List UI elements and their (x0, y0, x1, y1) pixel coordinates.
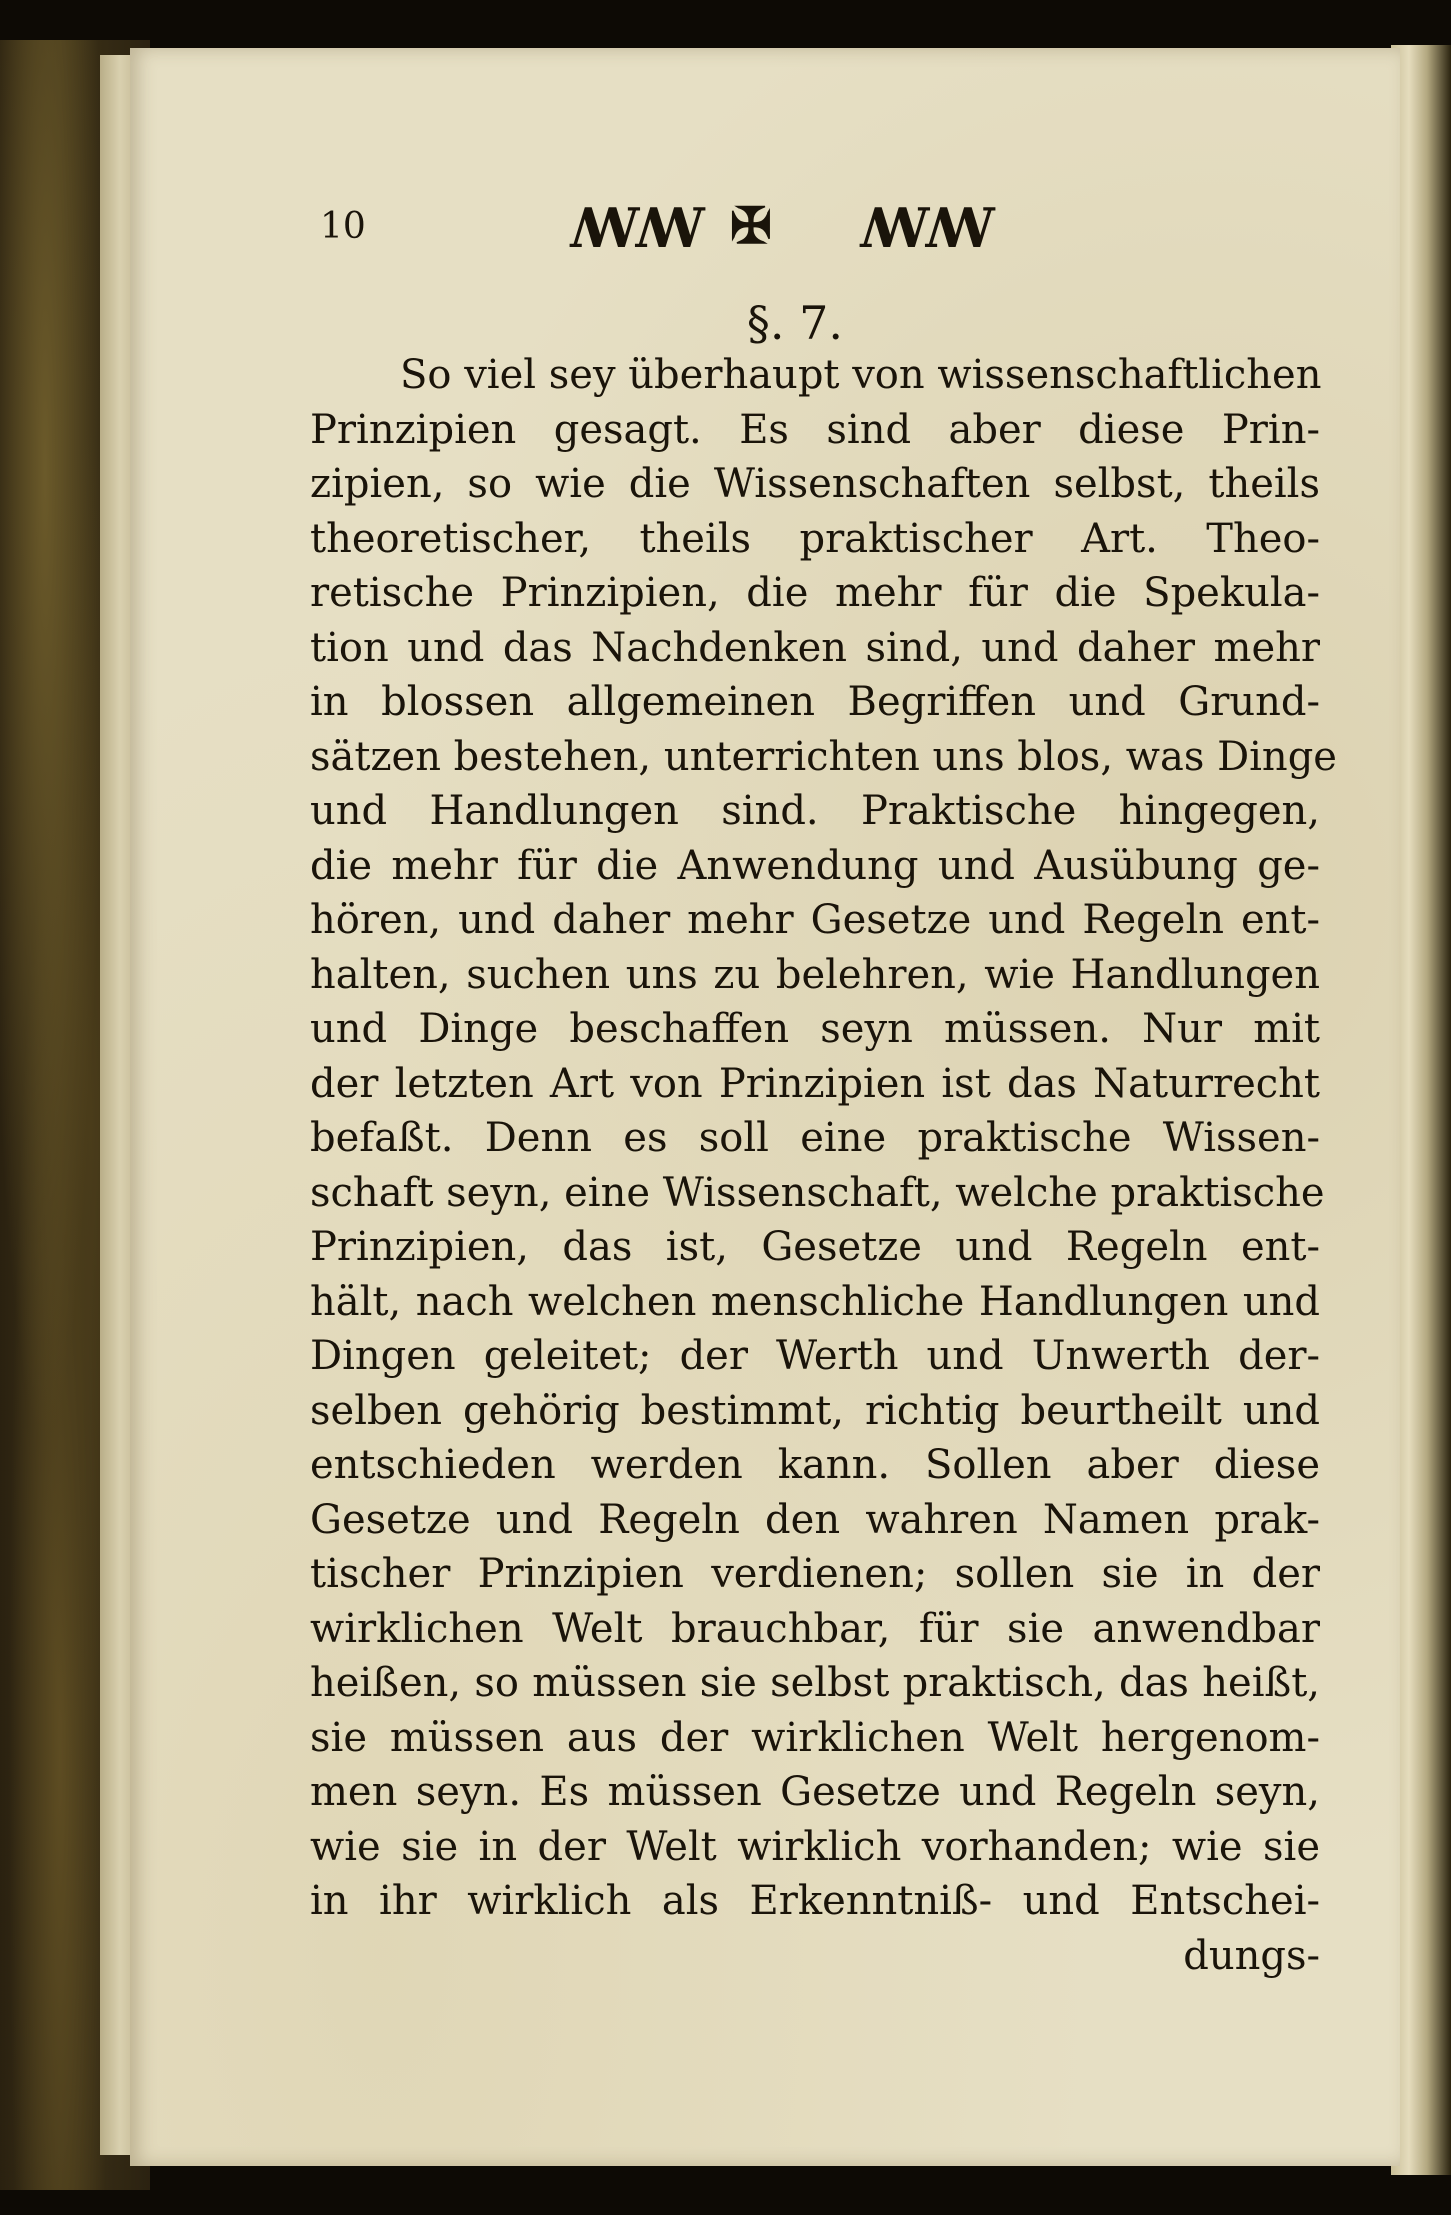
catchword: dungs- (1183, 1932, 1320, 1979)
text-line: zipien, so wie die Wissenschaften selbst, theils (310, 461, 1320, 507)
text-line: theoretischer, theils praktischer Art. Theo- (310, 515, 1320, 562)
text-line: in ihr wirklich als Erkenntniß- und Entschei- (310, 1878, 1320, 1924)
text-line: Gesetze und Regeln den wahren Namen prak- (310, 1496, 1320, 1543)
running-header (130, 158, 1400, 260)
text-line: tischer Prinzipien verdienen; sollen sie in der (310, 1551, 1320, 1597)
text-line: halten, suchen uns zu belehren, wie Handlungen (310, 951, 1320, 998)
page-stack-right (1391, 45, 1451, 2175)
text-line: in blossen allgemeinen Begriffen und Grund- (310, 679, 1320, 725)
section-heading: §. 7. (746, 296, 844, 350)
text-line: und Dinge beschaffen seyn müssen. Nur mit (310, 1006, 1320, 1052)
text-line: sätzen bestehen, unterrichten uns blos, was Dinge (310, 733, 1337, 780)
page-number: 10 (320, 206, 366, 247)
text-line: befaßt. Denn es soll eine praktische Wissen- (310, 1115, 1320, 1161)
text-line: schaft seyn, eine Wissenschaft, welche praktische (310, 1169, 1325, 1216)
text-line: hält, nach welchen menschliche Handlungen und (310, 1278, 1320, 1325)
text-line: wie sie in der Welt wirklich vorhanden; wie sie (310, 1823, 1320, 1870)
text-line: selben gehörig bestimmt, richtig beurtheilt und (310, 1387, 1320, 1434)
ornament-left-icon: ꟿꟿ (570, 196, 701, 260)
ornament-cross-icon: ✠ (730, 196, 768, 255)
text-line: retische Prinzipien, die mehr für die Spekula- (310, 570, 1320, 616)
body-text (310, 348, 1337, 1983)
text-line: So viel sey überhaupt von wissenschaftlichen (400, 352, 1322, 398)
ornament-right-icon: ꟿꟿ (860, 196, 991, 260)
text-line: sie müssen aus der wirklichen Welt hergenom- (310, 1714, 1320, 1761)
text-line: Dingen geleitet; der Werth und Unwerth der- (310, 1333, 1320, 1379)
text-line: men seyn. Es müssen Gesetze und Regeln seyn, (310, 1769, 1320, 1815)
text-line: entschieden werden kann. Sollen aber diese (310, 1442, 1320, 1488)
text-line: der letzten Art von Prinzipien ist das Naturrecht (310, 1060, 1320, 1107)
text-line: Prinzipien, das ist, Gesetze und Regeln ent- (310, 1224, 1320, 1270)
text-line: und Handlungen sind. Praktische hingegen, (310, 788, 1320, 834)
text-line: tion und das Nachdenken sind, und daher mehr (310, 624, 1320, 671)
text-line: wirklichen Welt brauchbar, für sie anwendbar (310, 1605, 1320, 1652)
text-line: die mehr für die Anwendung und Ausübung ge- (310, 842, 1320, 889)
text-line: Prinzipien gesagt. Es sind aber diese Prin- (310, 406, 1320, 453)
text-line: heißen, so müssen sie selbst praktisch, das heißt, (310, 1660, 1320, 1706)
book-page (130, 48, 1400, 2166)
text-line: hören, und daher mehr Gesetze und Regeln ent- (310, 897, 1320, 943)
